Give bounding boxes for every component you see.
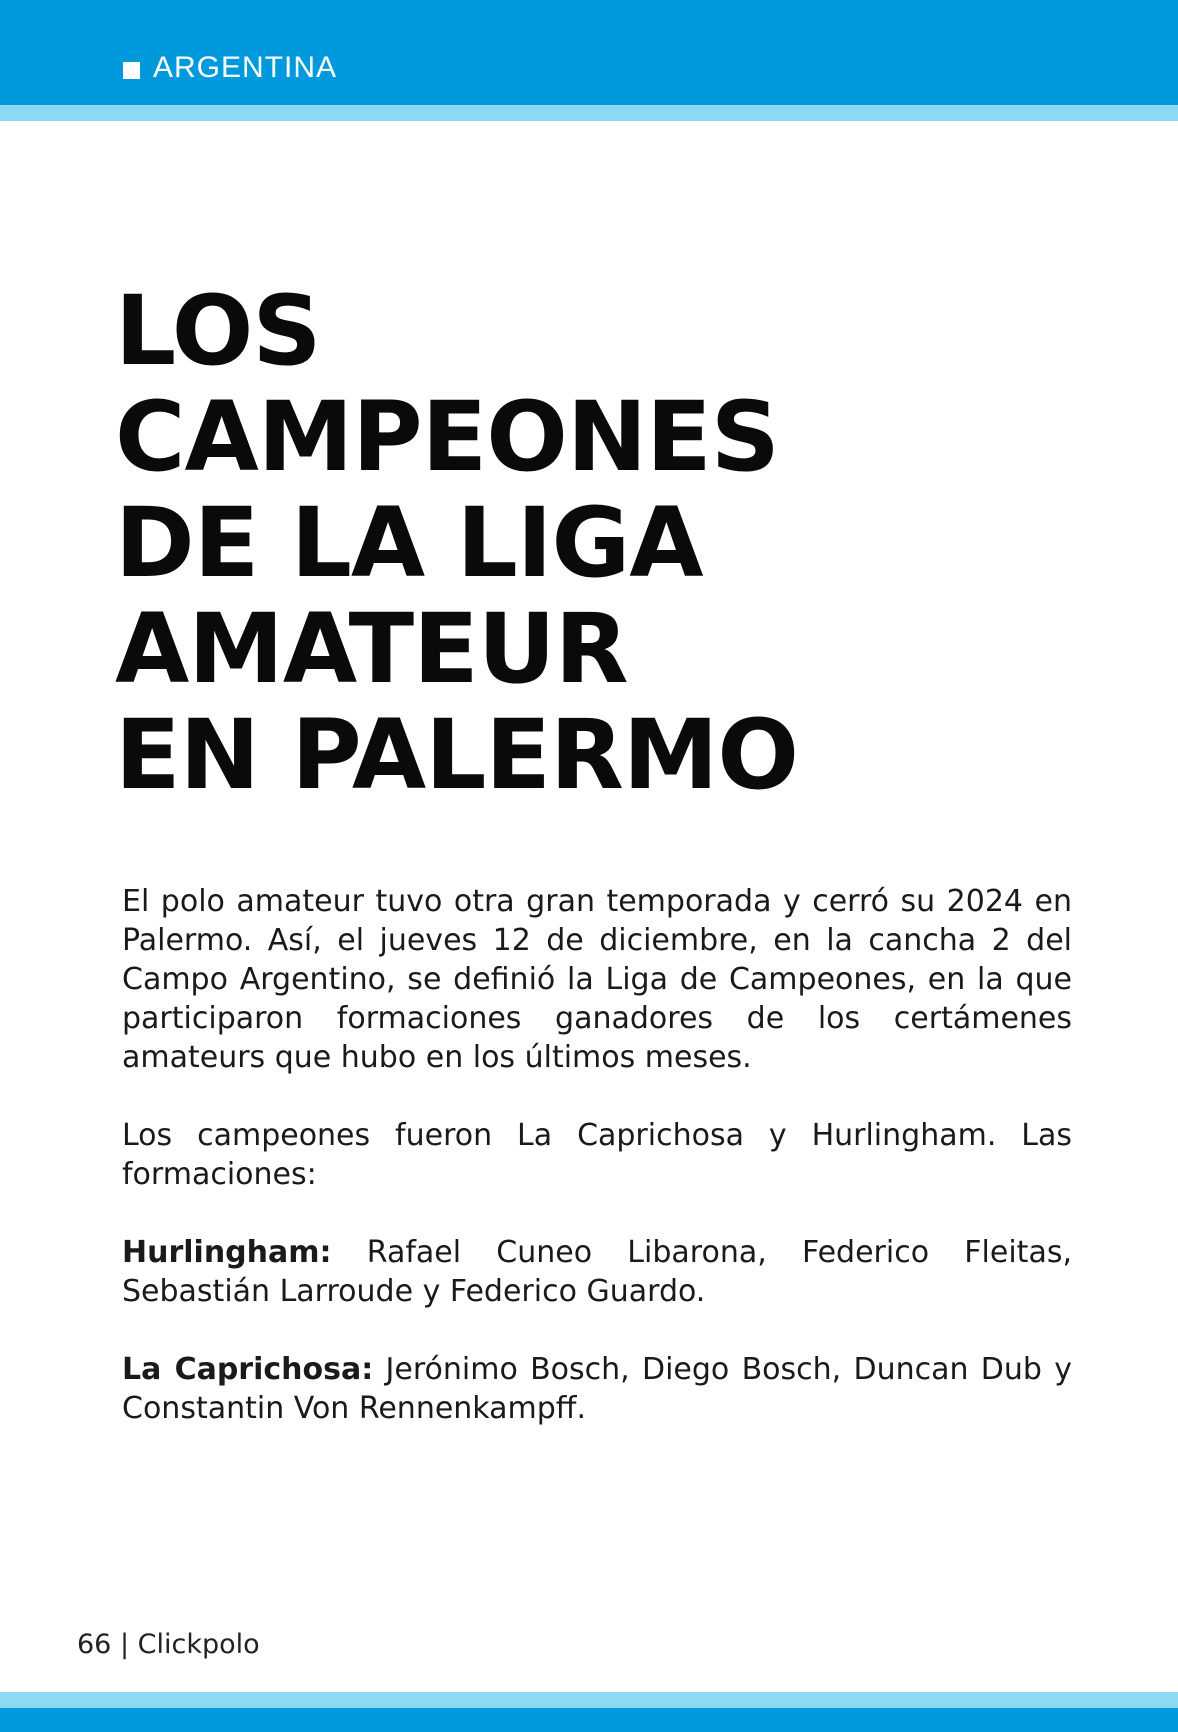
team-players: Rafael Cuneo Libarona, Federico Fleitas, Sebastián Larroude y Federico Guardo.: [122, 1235, 1072, 1309]
intro-paragraph: El polo amateur tuvo otra gran temporada y cerró su 2024 en Palermo. Así, el jueves 12 de diciembre, en la cancha 2 del Campo Argentino, se definió la Liga de Campeones, en la que participaron formaciones ganadores de los certámenes amateurs que hubo en los últimos meses.: [122, 884, 1072, 1075]
footer-stripe: [0, 1692, 1178, 1708]
headline-line: AMATEUR: [115, 593, 628, 705]
section-square-icon: [123, 62, 140, 79]
team-lineup: [122, 1233, 1072, 1311]
team-name: Hurlingham:: [122, 1235, 332, 1270]
team-lineup: [122, 1350, 1072, 1428]
header-stripe: [0, 105, 1178, 121]
team-name: La Caprichosa:: [122, 1352, 374, 1387]
headline-line: CAMPEONES: [115, 381, 779, 493]
footer-band: [0, 1708, 1178, 1732]
headline-line: LOS: [115, 275, 321, 387]
article-headline: [115, 275, 1115, 811]
headline-line: EN PALERMO: [115, 699, 798, 811]
team-players: Jerónimo Bosch, Diego Bosch, Duncan Dub y Constantin Von Rennenkampff.: [122, 1352, 1072, 1426]
headline-line: DE LA LIGA: [115, 487, 703, 599]
section-label: ARGENTINA: [153, 51, 338, 84]
article-body: [122, 882, 1072, 1467]
page-footer: 66 | Clickpolo: [77, 1629, 260, 1660]
champions-paragraph: Los campeones fueron La Caprichosa y Hurlingham. Las formaciones:: [122, 1118, 1072, 1192]
